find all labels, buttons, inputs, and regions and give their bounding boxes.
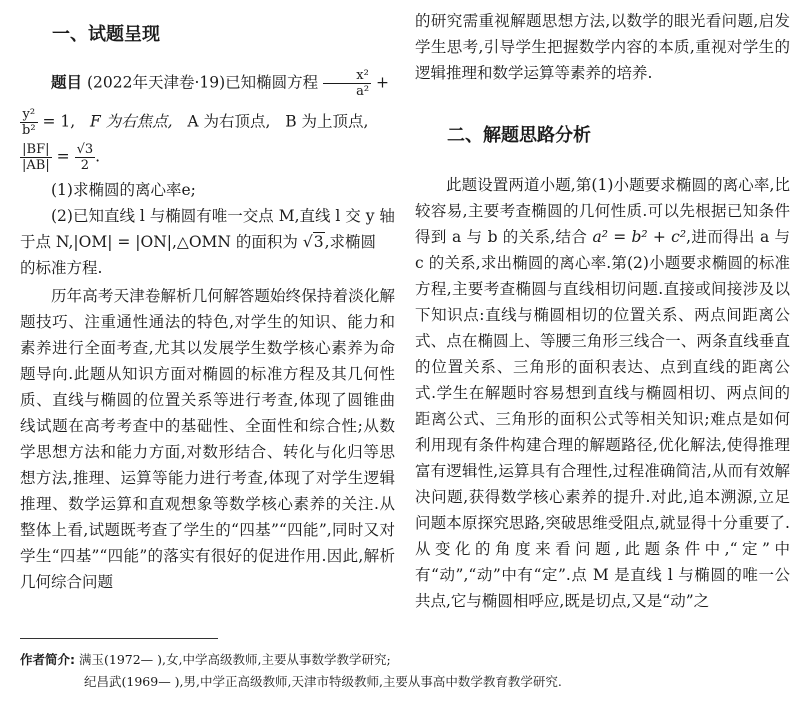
part-2-line-a: (2)已知直线 l 与椭圆有唯一交点 M,直线 l 交 y 轴 <box>51 207 395 225</box>
section-heading-1: 一、试题呈现 <box>52 24 160 45</box>
author-line-1: 作者简介: 满玉(1972— ),女,中学高级教师,主要从事数学教学研究; <box>20 652 391 667</box>
continuation-paragraph: 的研究需重视解题思想方法,以数学的眼光看问题,启发学生思考,引导学生把握数学内容的本质,重视对学生的逻辑推理和数学运算等素养的培养. <box>415 12 790 82</box>
fraction-sqrt3-2: $\frac{√3}{2}$ <box>76 142 94 173</box>
author-line-2: 纪昌武(1969— ),男,中学正高级教师,天津市特级教师,主要从事高中数学教育教学研究. <box>84 674 562 689</box>
footnote-divider <box>20 638 218 639</box>
fraction-bf-ab: $\frac{|BF|}{|AB|}$ <box>22 142 50 173</box>
relation-formula: a² = b² + c² <box>592 228 687 246</box>
analysis-paragraph-2: 此题设置两道小题,第(1)小题要求椭圆的离心率,比较容易,主要考查椭圆的几何性质.可以先根据已知条件得到 a 与 b 的关系,结合 a² = b² + c²,进而得出 a 与 c 的关系,求出椭圆的离心率.第(2)小题要求椭圆的标准方程,主要考查椭圆与直线相切问题.直接或间接涉及以下知识点:直线与椭圆相切的位置关系、两点间距离公式、点在椭圆上、等腰三角形三线合一、两条直线垂直的位置关系、三角形的面积表达、点到直线的距离公式.学生在解题时容易想到直线与椭圆相切、两点间的距离公式、三角形的面积公式等相关知识;难点是如何利用现有条件构建合理的解题路径,优化解法,使得推理富有逻辑性,运算具有合理性,过程准确简洁,从而有效解决问题,获得数学核心素养的提升.对此,追本溯源,立足问题本原探究思路,突破思维受阻点,就显得十分重要了.从变化的角度来看问题,此题条件中,“定”中有“动”,“动”中有“定”.点 M 是直线 l 与椭圆的唯一公共点,它与椭圆相呼应,既是切点,又是“动”之 <box>415 176 790 610</box>
analysis-paragraph: 历年高考天津卷解析几何解答题始终保持着淡化解题技巧、注重通性通法的特色,对学生的知识、能力和素养进行全面考查,尤其以发展学生数学核心素养为命题导向.此题从知识方面对椭圆的标准方程及其几何性质、直线与椭圆的位置关系等进行考查,体现了圆锥曲线试题在高考考查中的基础性、全面性和综合性;从数学思想方法和能力方面,对数形结合、转化与化归等思想方法,推理、运算等能力进行考查,体现了对学生逻辑推理、数学运算和直观想象等数学核心素养的关注.从整体上看,试题既考查了学生的“四基”“四能”,同时又对学生“四基”“四能”的落实有很好的促进作用.因此,解析几何综合问题 <box>20 287 395 591</box>
fraction-y2-b2: $\frac{\text{y²}}{\text{b²}}$ <box>22 107 36 138</box>
question-label: 题目 <box>51 73 83 92</box>
question-block: 题目 (2022年天津卷·19)已知椭圆方程 $\frac{\text{x²}}{\text{a²}}$ + $\frac{\text{y²}}{\text{b²}}$ = 1, F 为右焦点, A 为右顶点, B 为上顶点, $\frac{|BF|}{|AB|}$ = $\frac{√3}{2}$ . (1)求椭圆的离心率e; (2)已知直线 l 与椭圆有唯一交点 M,直线 l 交 y 轴 于点 N,|OM| = |ON|,△OMN 的面积为 √3,求椭圆 的标准方程. 历年高考天津卷解析几何解答题始终保持着淡化解题技巧、注重通性通法的特色,对学生的知识、能力和素养进行全面考查,尤其以发展学生数学核心素养为命题导向.此题从知识方面对椭圆的标准方程及其几何性质、直线与椭圆的位置关系等进行考查,体现了圆锥曲线试题在高考考查中的基础性、全面性和综合性;从数学思想方法和能力方面,对数形结合、转化与化归等思想方法,推理、运算等能力进行考查,体现了对学生逻辑推理、数学运算和直观想象等数学核心素养的关注.从整体上看,试题既考查了学生的“四基”“四能”,同时又对学生“四基”“四能”的落实有很好的促进作用.因此,解析几何综合问题 <box>20 68 395 595</box>
part-2-line-d: 的标准方程. <box>20 259 103 277</box>
author-label: 作者简介: <box>20 652 75 667</box>
section-heading-2: 二、解题思路分析 <box>447 125 591 146</box>
part-1: (1)求椭圆的离心率e; <box>51 181 196 199</box>
question-source: (2022年天津卷·19)已知椭圆方程 <box>86 73 319 92</box>
fraction-x2-a2: $\frac{\text{x²}}{\text{a²}}$ <box>323 68 371 99</box>
